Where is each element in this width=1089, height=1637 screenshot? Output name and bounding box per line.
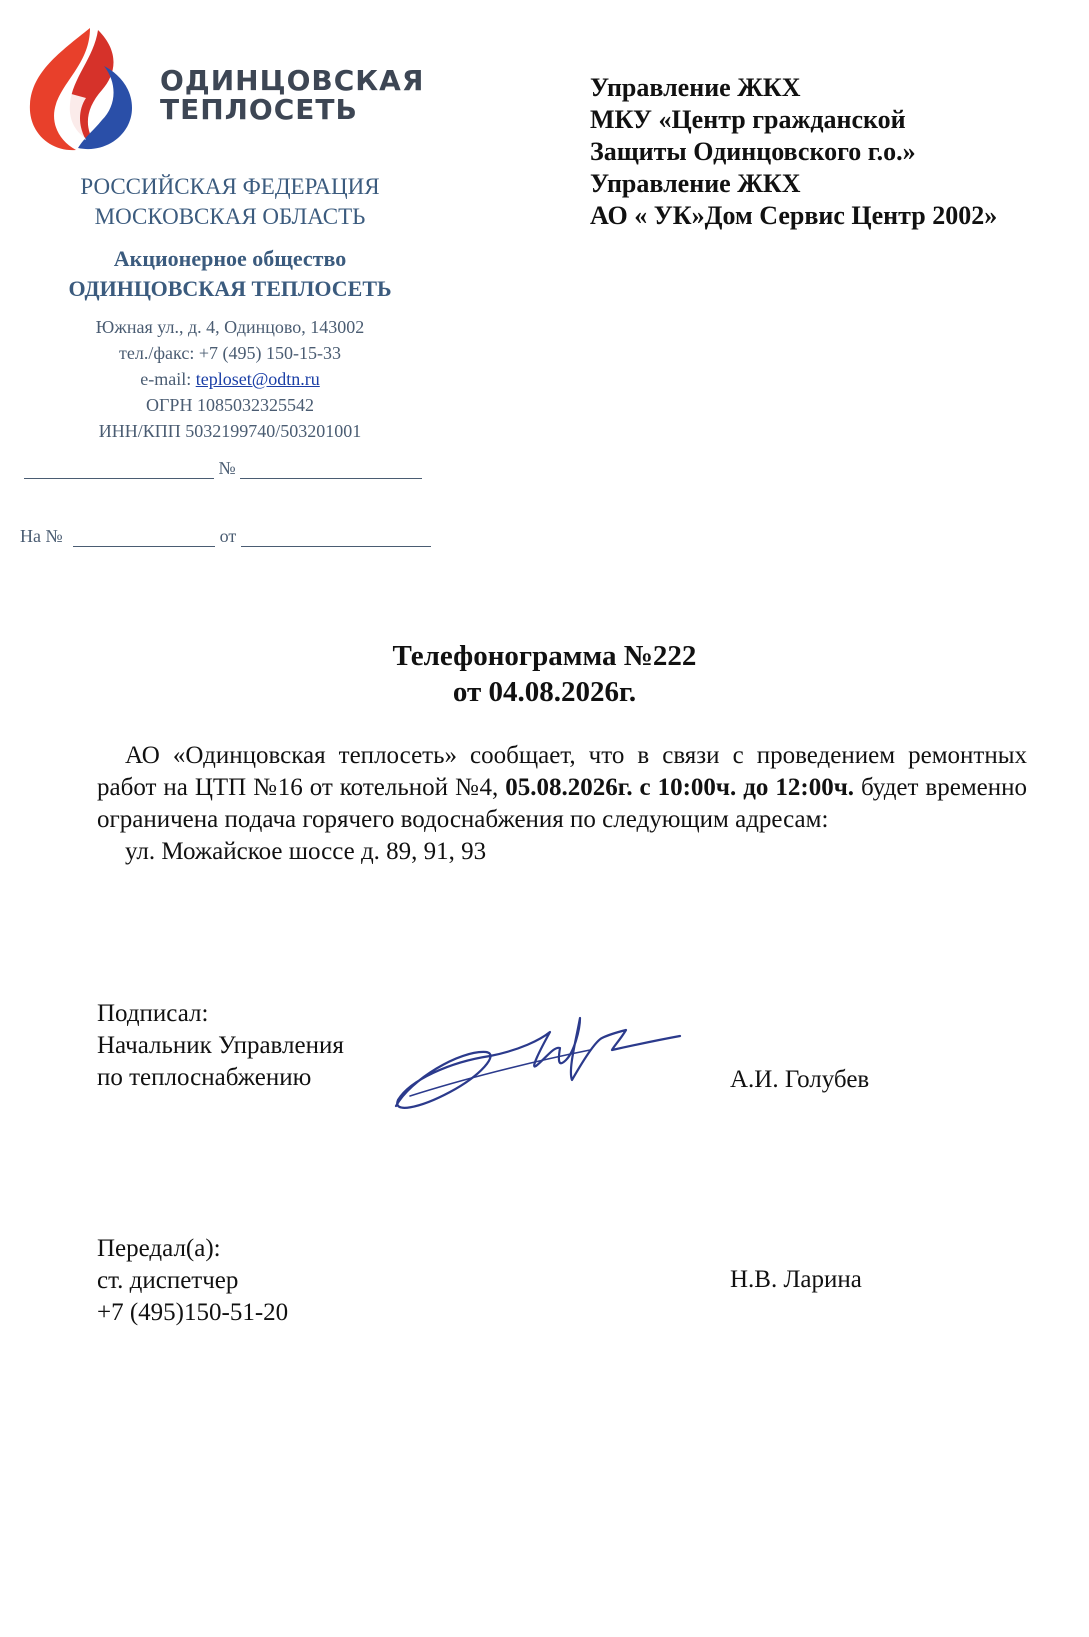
contact-details <box>20 314 440 444</box>
reference-line <box>20 526 431 547</box>
ref-from: от <box>219 526 237 546</box>
ref-date-blank <box>241 528 431 547</box>
document-title <box>0 638 1089 710</box>
ref-number-blank <box>73 528 215 547</box>
title-line2: от 04.08.2026г. <box>452 676 637 708</box>
ogrn: ОГРН 1085032325542 <box>146 395 314 415</box>
region-name: МОСКОВСКАЯ ОБЛАСТЬ <box>94 204 366 229</box>
signed-label: Подписал: <box>97 1000 209 1027</box>
flame-logo-icon <box>20 22 150 162</box>
signer-name: А.И. Голубев <box>730 1066 870 1093</box>
handwritten-signature <box>390 1010 690 1120</box>
message-part2: будет временно ограничена подача горячего водоснабжения по следующим адресам: <box>97 774 1027 833</box>
address: Южная ул., д. 4, Одинцово, 143002 <box>95 317 365 337</box>
recipient-line: АО « УК»Дом Сервис Центр 2002» <box>590 201 998 230</box>
sent-label: Передал(а): <box>97 1235 221 1262</box>
sender-phone: +7 (495)150-51-20 <box>97 1299 289 1326</box>
signer-position-line1: Начальник Управления <box>97 1032 344 1059</box>
country-name: РОССИЙСКАЯ ФЕДЕРАЦИЯ <box>80 174 380 199</box>
title-line1: Телефонограмма №222 <box>392 640 697 672</box>
recipient-line: МКУ «Центр гражданской <box>590 105 906 134</box>
signer-position-line2: по теплоснабжению <box>97 1064 312 1091</box>
recipient-line: Управление ЖКХ <box>590 169 801 198</box>
ref-prefix: На № <box>20 526 63 546</box>
organization-header <box>20 172 440 444</box>
email-line <box>20 366 440 392</box>
message-part1: АО «Одинцовская теплосеть» сообщает, что в связи с проведением ремонтных работ на ЦТП №16 от котельной №4, <box>97 742 1027 801</box>
date-blank <box>24 460 214 479</box>
email-label: e-mail: <box>140 369 196 389</box>
logo-text-line1: ОДИНЦОВСКАЯ <box>160 64 425 97</box>
sent-by-block <box>97 1233 288 1329</box>
recipient-line: Управление ЖКХ <box>590 73 801 102</box>
sender-name: Н.В. Ларина <box>730 1266 862 1293</box>
company-name: ОДИНЦОВСКАЯ ТЕПЛОСЕТЬ <box>68 276 392 301</box>
phone-fax: тел./факс: +7 (495) 150-15-33 <box>119 343 341 363</box>
logo-text-line2: ТЕПЛОСЕТЬ <box>160 93 358 126</box>
company-logo <box>20 22 450 162</box>
company-type: Акционерное общество <box>113 246 347 271</box>
number-blank <box>240 460 422 479</box>
message-time-window: 05.08.2026г. с 10:00ч. до 12:00ч. <box>505 774 855 801</box>
signed-by-block <box>97 998 344 1094</box>
inn-kpp: ИНН/КПП 5032199740/503201001 <box>98 421 362 441</box>
recipient-line: Защиты Одинцовского г.о.» <box>590 137 916 166</box>
sender-position: ст. диспетчер <box>97 1267 239 1294</box>
email-link[interactable]: teploset@odtn.ru <box>195 369 320 389</box>
number-sign: № <box>218 458 236 478</box>
recipients-block <box>590 72 1060 232</box>
affected-addresses: ул. Можайское шоссе д. 89, 91, 93 <box>125 838 487 865</box>
message-body <box>97 740 1027 868</box>
message-paragraph <box>97 740 1027 836</box>
registration-line <box>24 458 422 479</box>
